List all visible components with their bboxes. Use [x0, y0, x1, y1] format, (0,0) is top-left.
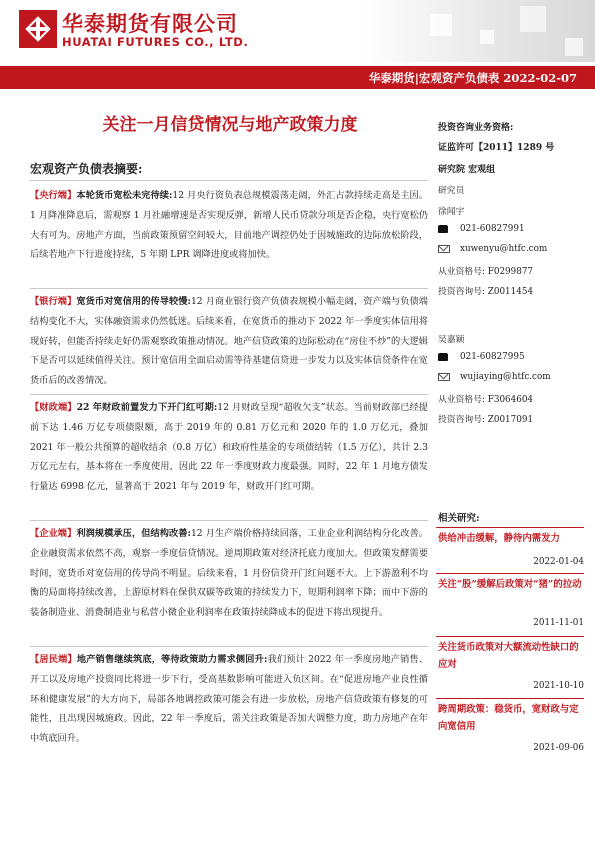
section-divider: [30, 394, 428, 395]
related-date: 2021-09-06: [533, 743, 584, 753]
related-link[interactable]: 关注货币政策对大额流动性缺口的应对: [438, 642, 579, 670]
section-body: 12 月央行资负表总规模震荡走阔，外汇占款持续走高是主因。1 月降准降息后，需观察 1 月社融增速是否实现反弹，新增人民币贷款分项是否企稳，央行宽松仍大有可为。房地产方面，当前政策预留空间较大，目前地产调控仍处于因城施政的边际放松阶段，后续若地产下行进度持续，5 年期 LPR 调降进度或将加快。: [30, 190, 428, 261]
section-tag: 【央行端】: [30, 190, 77, 201]
analyst-phone-row: [438, 224, 525, 234]
section-body: 12 月生产端价格持续回落，工业企业利润结构分化改善。企业融资需求依然不高，观察一季度信贷情况。逆周期政策对经济托底力度加大。但政策发酵需要时间，宽货币对宽信用的传导尚不明显。后续来看，1 月份信贷开门红问题不大。上下游盈利不均衡的局面将持续改善，上游原材料在保供双碳等政策的持续发力下，短期利润率下降；而中下游的装备制造业、消费制造业与私营小微企业利润率在政策持续降成本的促进下将出现提升。: [30, 528, 428, 619]
analyst-role: 研究员: [438, 186, 465, 196]
summary-heading: 宏观资产负债表摘要:: [30, 162, 143, 176]
related-heading: 相关研究:: [438, 513, 480, 524]
report-title: 关注一月信贷情况与地产政策力度: [102, 115, 358, 135]
related-date: 2011-11-01: [533, 618, 584, 628]
analyst-name: 吴嘉颖: [438, 335, 465, 345]
section-fiscal: [30, 398, 428, 497]
report-bar-text: 华泰期货|宏观资产负债表 2022-02-07: [368, 71, 577, 85]
section-head: 宽货币对宽信用的传导较慢:: [76, 296, 191, 307]
header-decoration: [360, 0, 595, 62]
company-logo: [19, 10, 57, 48]
inv-value: Z0011454: [487, 287, 534, 297]
analyst-email[interactable]: xuwenyu@htfc.com: [460, 244, 548, 254]
license-number: 证监许可【2011】1289 号: [438, 143, 555, 153]
analyst-phone: 021-60827991: [460, 224, 525, 234]
section-central-bank: [30, 186, 428, 265]
related-divider: [436, 573, 584, 574]
mail-icon: [438, 373, 450, 381]
report-bar: [0, 66, 595, 89]
section-tag: 【财政端】: [30, 402, 77, 413]
section-bank: [30, 292, 428, 391]
section-tag: 【企业端】: [30, 528, 77, 539]
analyst-email[interactable]: wujiaying@htfc.com: [460, 372, 551, 382]
section-tag: 【银行端】: [30, 296, 77, 307]
inv-value: Z0017091: [487, 415, 534, 425]
cert-label: 从业资格号:: [438, 395, 485, 405]
related-divider: [436, 527, 584, 528]
section-head: 利润规模承压，但结构改善:: [76, 528, 191, 539]
related-divider: [436, 636, 584, 637]
section-enterprise: [30, 524, 428, 623]
section-divider: [30, 180, 428, 181]
related-date: 2022-01-04: [533, 557, 584, 567]
section-tag: 【居民端】: [30, 654, 77, 665]
analyst-name: 徐闻宇: [438, 207, 465, 217]
mail-icon: [438, 245, 450, 253]
section-body: 12 月商业银行资产负债表规模小幅走阔，资产端与负债端结构变化不大，实体融资需求仍然低迷。后续来看，在宽货币的推动下 2022 年一季度实体信用将现好转，但能否持续走好仍需观察政策推动情况。地产信贷政策的边际松动在“房住不炒”的大逻辑下是否可以延续值得关注。预计宽信用全面启动需等待基建信贷进一步发力以及实体信贷条件在宽货币后的改善情况。: [30, 296, 428, 387]
section-divider: [30, 646, 428, 647]
section-divider: [30, 520, 428, 521]
cert-value: F0299877: [487, 267, 534, 277]
related-link[interactable]: 跨周期政策：稳货币，宽财政与定向宽信用: [438, 704, 579, 732]
phone-icon: [438, 225, 448, 233]
analyst-cert-row: [438, 392, 533, 405]
related-link[interactable]: 关注“股”缓解后政策对“猪”的拉动: [438, 579, 582, 590]
section-head: 22 年财政前置发力下开门红可期:: [76, 402, 218, 413]
cert-value: F3064604: [487, 395, 534, 405]
related-date: 2021-10-10: [533, 681, 584, 691]
company-name-cn: 华泰期货有限公司: [62, 12, 238, 36]
analyst-phone-row: [438, 352, 525, 362]
section-household: [30, 650, 428, 749]
license-heading: 投资咨询业务资格:: [438, 123, 514, 133]
section-head: 本轮货币宽松未完待续:: [76, 190, 173, 201]
related-link[interactable]: 供给冲击缓解，静待内需发力: [438, 533, 560, 544]
cert-label: 从业资格号:: [438, 267, 485, 277]
analyst-inv-row: [438, 284, 533, 297]
research-dept: 研究院 宏观组: [438, 165, 496, 175]
inv-label: 投资咨询号:: [438, 415, 485, 425]
phone-icon: [438, 353, 448, 361]
section-body: 我们预计 2022 年一季度房地产销售、开工以及房地产投资同比将进一步下行，受高基数影响可能进入负区间。在“促进房地产业良性循环和健康发展”的大方向下，局部各地调控政策可能会有进一步放松，房地产信贷政策有修复的可能性，且出现因城施政。因此，22 年一季度后，需关注政策是否加大调整力度，助力房地产在年中筑底回升。: [30, 654, 429, 745]
section-head: 地产销售继续筑底，等待政策助力需求侧回升:: [76, 654, 268, 665]
related-divider: [436, 698, 584, 699]
company-name-en: HUATAI FUTURES CO., LTD.: [62, 35, 249, 49]
section-body: 12 月财政呈现“超收欠支”状态。当前财政部已经提前下达 1.46 万亿专项债限额，高于 2019 年的 0.81 万亿元和 2020 年的 1.0 万亿元，叠加 2021 年一般公共预算的超收结余（0.8 万亿）和政府性基金的专项债结转（1.5 万亿），共计 2.3 万亿元左右，基本将在一季度使用，因此 22 年一季度财政力度最强。同时，22 年 1 月地方债发行量达 6998 亿元，显著高于 2021 年与 2019 年，财政开门红可期。: [30, 402, 428, 493]
analyst-cert-row: [438, 264, 533, 277]
inv-label: 投资咨询号:: [438, 287, 485, 297]
analyst-phone: 021-60827995: [460, 352, 525, 362]
section-divider: [30, 288, 428, 289]
analyst-email-row: [438, 244, 547, 254]
analyst-inv-row: [438, 412, 533, 425]
analyst-email-row: [438, 372, 551, 382]
